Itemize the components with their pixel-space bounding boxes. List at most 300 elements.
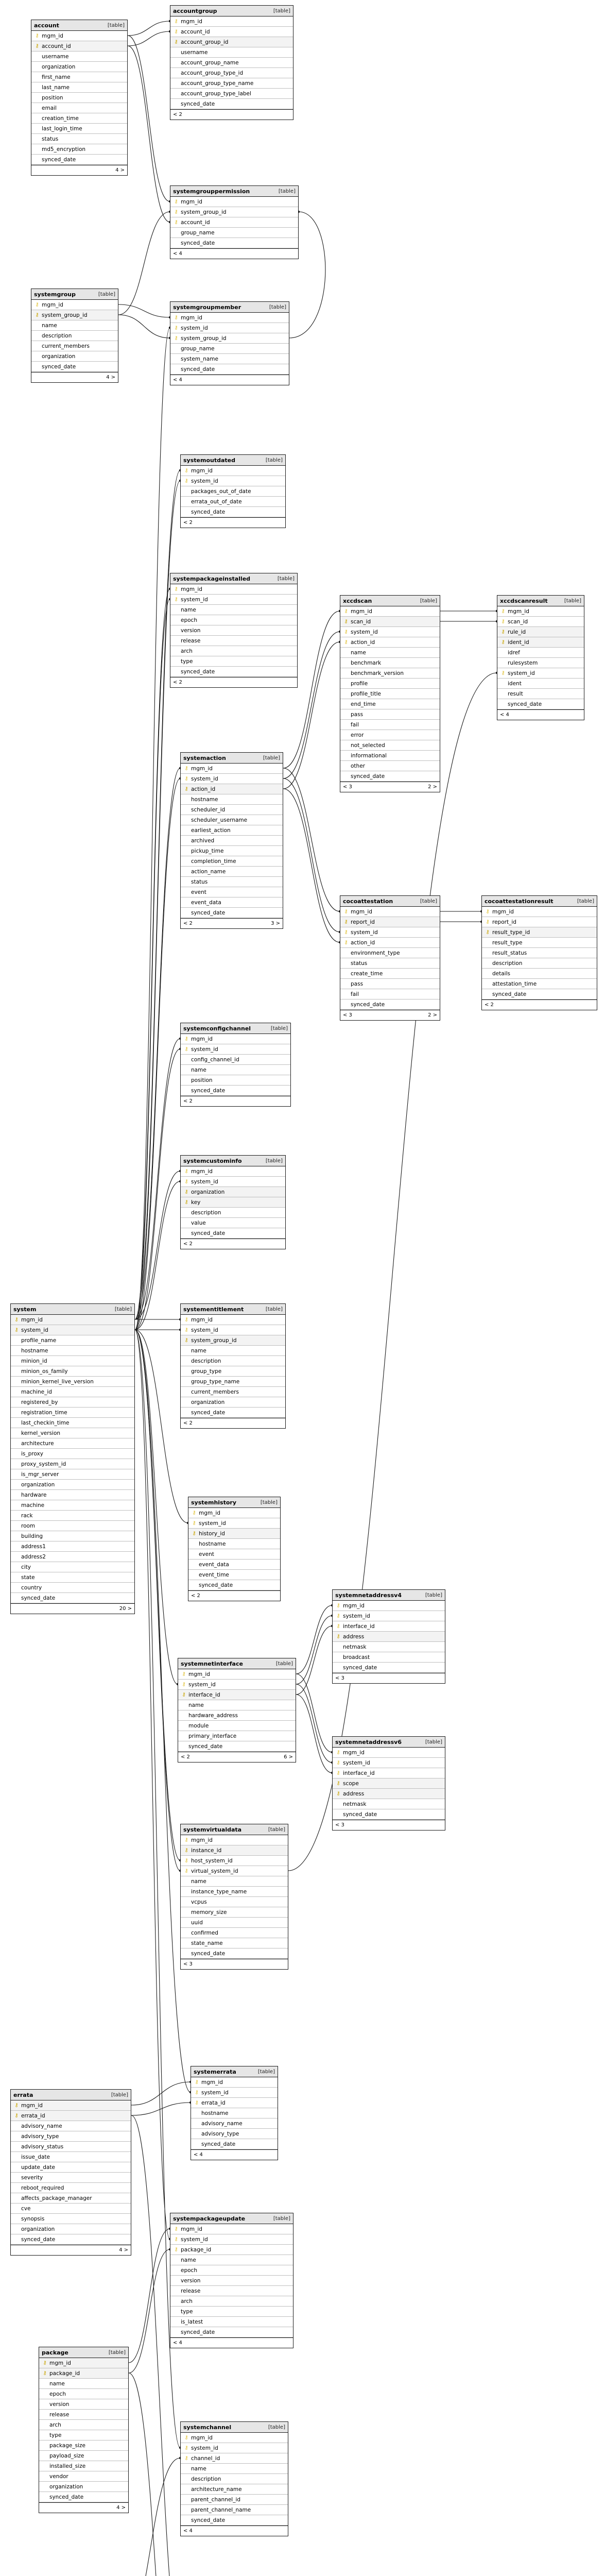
table-name[interactable]: xccdscan (343, 597, 372, 604)
column-row[interactable] (170, 364, 289, 375)
column-row[interactable] (170, 636, 297, 646)
column-row[interactable] (181, 486, 285, 497)
column-row[interactable] (181, 2474, 288, 2484)
table-systemnetaddressv4[interactable] (332, 1589, 445, 1684)
column-row[interactable] (333, 1632, 445, 1642)
column-row[interactable] (39, 2492, 128, 2502)
table-name[interactable]: cocoattestation (343, 897, 393, 905)
column-row[interactable] (170, 37, 293, 47)
column-row[interactable] (181, 1938, 288, 1948)
column-row[interactable] (31, 331, 118, 341)
column-row[interactable] (340, 668, 440, 679)
column-row[interactable] (11, 1490, 134, 1500)
column-row[interactable] (340, 948, 440, 958)
table-name[interactable]: systemerrata (194, 2068, 236, 2075)
column-row[interactable] (170, 646, 297, 656)
table-systemchannel[interactable] (180, 2421, 288, 2536)
column-row[interactable] (170, 2265, 293, 2276)
column-row[interactable] (497, 627, 584, 637)
column-row[interactable] (188, 1529, 280, 1539)
table-cocoattestation[interactable] (340, 895, 440, 1021)
column-row[interactable] (31, 93, 127, 103)
column-row[interactable] (11, 2224, 131, 2234)
column-row[interactable] (170, 2224, 293, 2234)
column-row[interactable] (181, 1208, 285, 1218)
column-row[interactable] (39, 2368, 128, 2379)
column-row[interactable] (11, 2121, 131, 2131)
column-row[interactable] (181, 1075, 290, 1086)
column-row[interactable] (170, 47, 293, 58)
column-row[interactable] (497, 679, 584, 689)
table-name[interactable]: systemoutdated (183, 456, 235, 464)
column-row[interactable] (11, 1356, 134, 1366)
column-row[interactable] (11, 1541, 134, 1552)
column-row[interactable] (11, 1315, 134, 1325)
column-row[interactable] (181, 1948, 288, 1959)
column-row[interactable] (31, 155, 127, 165)
column-row[interactable] (181, 1055, 290, 1065)
column-row[interactable] (39, 2461, 128, 2471)
column-row[interactable] (181, 1197, 285, 1208)
column-row[interactable] (181, 825, 283, 836)
column-row[interactable] (333, 1642, 445, 1652)
column-row[interactable] (482, 979, 597, 989)
column-row[interactable] (482, 948, 597, 958)
column-row[interactable] (170, 2296, 293, 2307)
column-row[interactable] (170, 78, 293, 89)
column-row[interactable] (31, 144, 127, 155)
column-row[interactable] (181, 908, 283, 918)
column-row[interactable] (333, 1758, 445, 1768)
table-system[interactable] (10, 1303, 135, 1614)
column-row[interactable] (31, 41, 127, 52)
column-row[interactable] (181, 1065, 290, 1075)
column-row[interactable] (181, 507, 285, 517)
column-row[interactable] (11, 1387, 134, 1397)
column-row[interactable] (170, 2245, 293, 2255)
column-row[interactable] (170, 313, 289, 323)
column-row[interactable] (11, 2142, 131, 2152)
column-row[interactable] (39, 2410, 128, 2420)
column-row[interactable] (181, 2464, 288, 2474)
table-errata[interactable] (10, 2089, 131, 2256)
column-row[interactable] (191, 2108, 278, 2119)
column-row[interactable] (340, 938, 440, 948)
column-row[interactable] (170, 58, 293, 68)
column-row[interactable] (333, 1778, 445, 1789)
column-row[interactable] (340, 617, 440, 627)
column-row[interactable] (181, 1928, 288, 1938)
column-row[interactable] (482, 917, 597, 927)
column-row[interactable] (333, 1611, 445, 1621)
table-systempackageinstalled[interactable] (170, 573, 298, 688)
column-row[interactable] (340, 709, 440, 720)
table-name[interactable]: systemconfigchannel (183, 1025, 251, 1032)
column-row[interactable] (340, 927, 440, 938)
column-row[interactable] (188, 1539, 280, 1549)
column-row[interactable] (39, 2430, 128, 2441)
column-row[interactable] (340, 730, 440, 740)
column-row[interactable] (181, 1845, 288, 1856)
column-row[interactable] (181, 1856, 288, 1866)
column-row[interactable] (497, 668, 584, 679)
column-row[interactable] (170, 323, 289, 333)
column-row[interactable] (39, 2420, 128, 2430)
column-row[interactable] (31, 82, 127, 93)
column-row[interactable] (39, 2379, 128, 2389)
table-name[interactable]: systemaction (183, 754, 226, 761)
column-row[interactable] (170, 2286, 293, 2296)
column-row[interactable] (31, 320, 118, 331)
column-row[interactable] (170, 2327, 293, 2337)
table-accountgroup[interactable] (170, 5, 293, 120)
column-row[interactable] (178, 1731, 296, 1741)
column-row[interactable] (191, 2088, 278, 2098)
table-systementitlement[interactable] (180, 1303, 286, 1429)
column-row[interactable] (340, 917, 440, 927)
column-row[interactable] (482, 907, 597, 917)
column-row[interactable] (340, 658, 440, 668)
column-row[interactable] (181, 846, 283, 856)
column-row[interactable] (181, 1907, 288, 1918)
column-row[interactable] (11, 1583, 134, 1593)
table-name[interactable]: package (42, 2349, 68, 2356)
column-row[interactable] (188, 1508, 280, 1518)
table-systemgrouppermission[interactable] (170, 185, 299, 259)
column-row[interactable] (333, 1799, 445, 1809)
column-row[interactable] (170, 333, 289, 344)
column-row[interactable] (181, 2433, 288, 2443)
table-systempackageupdate[interactable] (170, 2213, 293, 2348)
column-row[interactable] (31, 351, 118, 362)
column-row[interactable] (191, 2129, 278, 2139)
table-name[interactable]: errata (13, 2091, 33, 2098)
column-row[interactable] (11, 1593, 134, 1603)
column-row[interactable] (31, 124, 127, 134)
column-row[interactable] (170, 2317, 293, 2327)
column-row[interactable] (11, 1521, 134, 1531)
column-row[interactable] (11, 2152, 131, 2162)
table-name[interactable]: systempackageupdate (173, 2215, 246, 2222)
column-row[interactable] (170, 16, 293, 27)
column-row[interactable] (178, 1710, 296, 1721)
column-row[interactable] (39, 2399, 128, 2410)
table-name[interactable]: systemnetaddressv6 (335, 1738, 402, 1745)
column-row[interactable] (170, 2234, 293, 2245)
column-row[interactable] (181, 1887, 288, 1897)
column-row[interactable] (188, 1518, 280, 1529)
column-row[interactable] (11, 2193, 131, 2204)
table-name[interactable]: systemcustominfo (183, 1157, 242, 1164)
column-row[interactable] (497, 689, 584, 699)
column-row[interactable] (170, 615, 297, 625)
column-row[interactable] (181, 1408, 285, 1418)
column-row[interactable] (340, 606, 440, 617)
column-row[interactable] (340, 907, 440, 917)
column-row[interactable] (11, 1469, 134, 1480)
column-row[interactable] (39, 2482, 128, 2492)
table-name[interactable]: systemvirtualdata (183, 1826, 242, 1833)
column-row[interactable] (497, 648, 584, 658)
column-row[interactable] (181, 1356, 285, 1366)
table-systemgroup[interactable] (31, 289, 118, 383)
column-row[interactable] (181, 764, 283, 774)
column-row[interactable] (181, 1218, 285, 1228)
column-row[interactable] (181, 2495, 288, 2505)
column-row[interactable] (11, 1438, 134, 1449)
column-row[interactable] (11, 2183, 131, 2193)
column-row[interactable] (181, 887, 283, 897)
column-row[interactable] (181, 1034, 290, 1044)
table-systemaction[interactable] (180, 752, 283, 929)
column-row[interactable] (191, 2077, 278, 2088)
table-name[interactable]: cocoattestationresult (485, 897, 554, 905)
column-row[interactable] (31, 310, 118, 320)
column-row[interactable] (333, 1789, 445, 1799)
column-row[interactable] (170, 667, 297, 677)
column-row[interactable] (497, 699, 584, 709)
column-row[interactable] (11, 2162, 131, 2173)
table-name[interactable]: systementitlement (183, 1306, 244, 1313)
column-row[interactable] (181, 794, 283, 805)
column-row[interactable] (178, 1721, 296, 1731)
column-row[interactable] (11, 1449, 134, 1459)
column-row[interactable] (170, 2307, 293, 2317)
column-row[interactable] (181, 1866, 288, 1876)
table-name[interactable]: systemnetinterface (181, 1660, 243, 1667)
column-row[interactable] (181, 1918, 288, 1928)
column-row[interactable] (11, 1572, 134, 1583)
column-row[interactable] (181, 1325, 285, 1335)
column-row[interactable] (39, 2358, 128, 2368)
column-row[interactable] (170, 99, 293, 109)
table-account[interactable] (31, 20, 128, 176)
column-row[interactable] (170, 2276, 293, 2286)
column-row[interactable] (333, 1621, 445, 1632)
table-name[interactable]: account (34, 22, 59, 29)
column-row[interactable] (181, 1897, 288, 1907)
column-row[interactable] (340, 771, 440, 782)
column-row[interactable] (11, 1428, 134, 1438)
column-row[interactable] (178, 1741, 296, 1752)
column-row[interactable] (181, 805, 283, 815)
table-name[interactable]: systemchannel (183, 2424, 232, 2431)
column-row[interactable] (31, 72, 127, 82)
column-row[interactable] (31, 300, 118, 310)
column-row[interactable] (11, 1552, 134, 1562)
column-row[interactable] (181, 856, 283, 867)
table-systemoutdated[interactable] (180, 454, 286, 528)
column-row[interactable] (31, 113, 127, 124)
column-row[interactable] (39, 2389, 128, 2399)
column-row[interactable] (181, 1835, 288, 1845)
column-row[interactable] (340, 740, 440, 751)
column-row[interactable] (181, 1335, 285, 1346)
column-row[interactable] (497, 617, 584, 627)
column-row[interactable] (482, 938, 597, 948)
column-row[interactable] (191, 2098, 278, 2108)
column-row[interactable] (181, 1366, 285, 1377)
column-row[interactable] (11, 1500, 134, 1511)
table-name[interactable]: systemgrouppermission (173, 188, 250, 195)
column-row[interactable] (39, 2441, 128, 2451)
table-systemnetinterface[interactable] (178, 1658, 296, 1762)
column-row[interactable] (188, 1549, 280, 1560)
column-row[interactable] (482, 958, 597, 969)
column-row[interactable] (188, 1560, 280, 1570)
column-row[interactable] (170, 238, 298, 248)
column-row[interactable] (11, 1418, 134, 1428)
column-row[interactable] (340, 969, 440, 979)
column-row[interactable] (181, 836, 283, 846)
table-name[interactable]: systempackageinstalled (173, 575, 251, 582)
column-row[interactable] (340, 648, 440, 658)
column-row[interactable] (11, 2234, 131, 2245)
column-row[interactable] (497, 658, 584, 668)
column-row[interactable] (181, 466, 285, 476)
column-row[interactable] (181, 1228, 285, 1239)
column-row[interactable] (497, 637, 584, 648)
column-row[interactable] (11, 1377, 134, 1387)
column-row[interactable] (170, 656, 297, 667)
column-row[interactable] (188, 1570, 280, 1580)
column-row[interactable] (11, 2131, 131, 2142)
column-row[interactable] (340, 627, 440, 637)
column-row[interactable] (11, 1397, 134, 1408)
table-systemnetaddressv6[interactable] (332, 1736, 445, 1831)
column-row[interactable] (178, 1680, 296, 1690)
column-row[interactable] (340, 979, 440, 989)
table-systemerrata[interactable] (191, 2066, 278, 2160)
column-row[interactable] (11, 2173, 131, 2183)
column-row[interactable] (181, 1397, 285, 1408)
table-systemcustominfo[interactable] (180, 1155, 286, 1249)
table-name[interactable]: xccdscanresult (500, 597, 548, 604)
column-row[interactable] (181, 1346, 285, 1356)
table-xccdscan[interactable] (340, 595, 440, 792)
column-row[interactable] (11, 2204, 131, 2214)
column-row[interactable] (11, 1531, 134, 1541)
column-row[interactable] (181, 2484, 288, 2495)
column-row[interactable] (31, 31, 127, 41)
column-row[interactable] (170, 68, 293, 78)
column-row[interactable] (170, 27, 293, 37)
column-row[interactable] (181, 815, 283, 825)
table-systemhistory[interactable] (188, 1497, 281, 1601)
column-row[interactable] (340, 637, 440, 648)
column-row[interactable] (181, 897, 283, 908)
column-row[interactable] (181, 774, 283, 784)
column-row[interactable] (170, 2255, 293, 2265)
column-row[interactable] (181, 784, 283, 794)
column-row[interactable] (31, 134, 127, 144)
table-name[interactable]: system (13, 1306, 37, 1313)
column-row[interactable] (11, 2111, 131, 2121)
column-row[interactable] (188, 1580, 280, 1590)
column-row[interactable] (333, 1768, 445, 1778)
column-row[interactable] (11, 1335, 134, 1346)
table-name[interactable]: accountgroup (173, 7, 217, 14)
column-row[interactable] (191, 2139, 278, 2149)
table-cocoattestationresult[interactable] (481, 895, 597, 1010)
column-row[interactable] (181, 2515, 288, 2526)
column-row[interactable] (340, 679, 440, 689)
column-row[interactable] (11, 1408, 134, 1418)
table-name[interactable]: systemnetaddressv4 (335, 1591, 402, 1599)
column-row[interactable] (482, 927, 597, 938)
column-row[interactable] (482, 989, 597, 999)
column-row[interactable] (11, 1346, 134, 1356)
table-systemgroupmember[interactable] (170, 301, 289, 385)
table-xccdscanresult[interactable] (497, 595, 584, 720)
column-row[interactable] (170, 344, 289, 354)
column-row[interactable] (333, 1601, 445, 1611)
column-row[interactable] (170, 217, 298, 228)
column-row[interactable] (181, 497, 285, 507)
column-row[interactable] (340, 751, 440, 761)
column-row[interactable] (170, 89, 293, 99)
column-row[interactable] (31, 103, 127, 113)
column-row[interactable] (31, 62, 127, 72)
column-row[interactable] (11, 1459, 134, 1469)
column-row[interactable] (11, 2100, 131, 2111)
column-row[interactable] (340, 989, 440, 999)
column-row[interactable] (191, 2119, 278, 2129)
column-row[interactable] (340, 699, 440, 709)
column-row[interactable] (11, 1325, 134, 1335)
column-row[interactable] (333, 1748, 445, 1758)
column-row[interactable] (178, 1669, 296, 1680)
column-row[interactable] (181, 476, 285, 486)
column-row[interactable] (340, 689, 440, 699)
column-row[interactable] (340, 761, 440, 771)
table-name[interactable]: systemgroup (34, 291, 76, 298)
column-row[interactable] (181, 1187, 285, 1197)
table-name[interactable]: systemgroupmember (173, 303, 241, 311)
column-row[interactable] (11, 2214, 131, 2224)
column-row[interactable] (39, 2451, 128, 2461)
column-row[interactable] (497, 606, 584, 617)
table-systemvirtualdata[interactable] (180, 1824, 288, 1970)
column-row[interactable] (170, 584, 297, 595)
column-row[interactable] (181, 1377, 285, 1387)
table-name[interactable]: systemhistory (191, 1499, 237, 1506)
table-systemconfigchannel[interactable] (180, 1023, 291, 1107)
table-package[interactable] (39, 2347, 129, 2513)
column-row[interactable] (170, 354, 289, 364)
column-row[interactable] (31, 362, 118, 372)
column-row[interactable] (170, 595, 297, 605)
column-row[interactable] (11, 1511, 134, 1521)
column-row[interactable] (181, 1177, 285, 1187)
column-row[interactable] (340, 958, 440, 969)
column-row[interactable] (11, 1480, 134, 1490)
column-row[interactable] (181, 877, 283, 887)
column-row[interactable] (181, 2453, 288, 2464)
column-row[interactable] (340, 999, 440, 1010)
column-row[interactable] (31, 341, 118, 351)
column-row[interactable] (170, 197, 298, 207)
column-row[interactable] (39, 2471, 128, 2482)
column-row[interactable] (181, 867, 283, 877)
column-row[interactable] (170, 228, 298, 238)
column-row[interactable] (333, 1652, 445, 1663)
column-row[interactable] (181, 1044, 290, 1055)
column-row[interactable] (482, 969, 597, 979)
column-row[interactable] (333, 1663, 445, 1673)
column-row[interactable] (181, 1315, 285, 1325)
column-row[interactable] (178, 1700, 296, 1710)
